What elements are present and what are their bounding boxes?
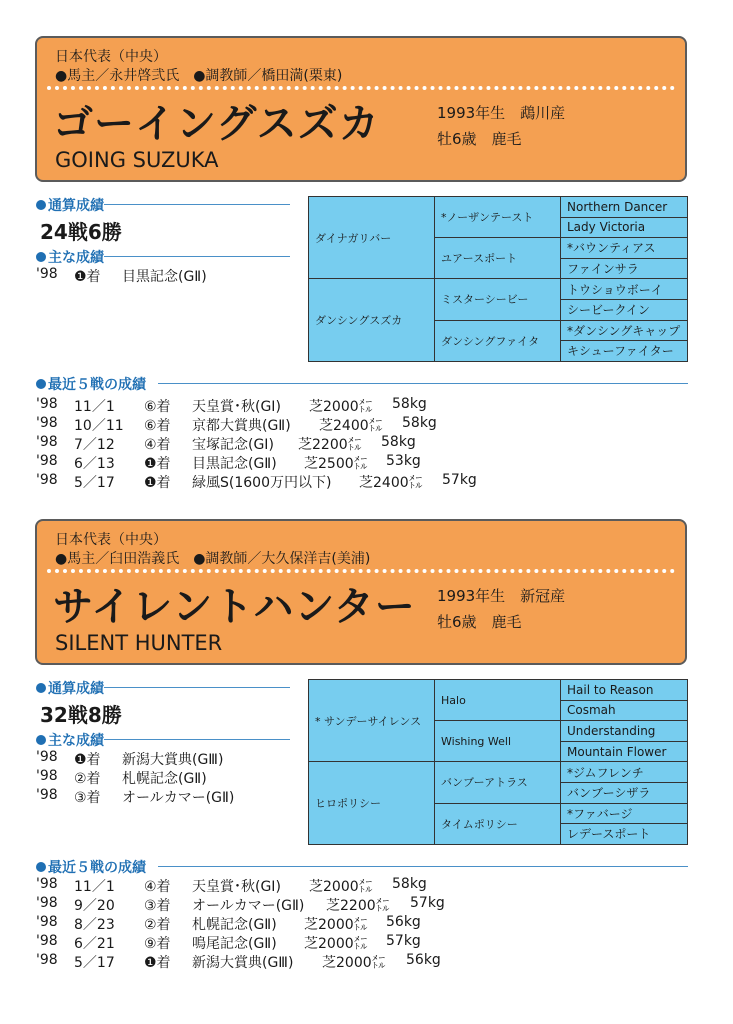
bullet-icon [36,252,46,262]
owner-trainer: ●馬主／永井啓弐氏 ●調教師／橋田満(栗東) [55,68,343,84]
pedigree-dam-sire: バンブーアトラス [435,762,561,803]
horse-birth: 1993年生 新冠産 [437,587,566,605]
major-results-heading: 主な成績 [36,247,104,267]
horse-tag: 日本代表（中央） [55,49,167,65]
pedigree-cell: *ジムフレンチ [561,762,688,783]
career-heading: 通算成績 [36,195,104,215]
pedigree-cell: Northern Dancer [561,197,688,218]
horse-name-jp: ゴーイングスズカ [53,101,380,147]
bullet-icon [36,735,46,745]
section-rule [104,256,290,257]
section-rule [158,383,688,384]
owner-trainer: ●馬主／臼田浩義氏 ●調教師／大久保洋吉(美浦) [55,551,371,567]
pedigree-cell: *バウンティアス [561,238,688,259]
major-results-heading: 主な成績 [36,730,104,750]
pedigree-cell: Hail to Reason [561,680,688,701]
pedigree-cell: Lady Victoria [561,217,688,238]
dotted-divider [47,86,675,90]
pedigree-sire: ダイナガリバー [309,197,435,279]
horse-name-en: GOING SUZUKA [55,148,219,172]
recent-results-heading: 最近５戦の成績 [36,857,146,877]
section-rule [158,866,688,867]
bullet-icon [36,862,46,872]
pedigree-cell: トウショウボーイ [561,279,688,300]
pedigree-cell: バンブーシザラ [561,782,688,803]
horse-age-color: 牡6歳 鹿毛 [437,130,522,148]
horse-profile-going-suzuka: 日本代表（中央） ●馬主／永井啓弐氏 ●調教師／橋田満(栗東) ゴーイングスズカ GOING SUZUKA 1993年生 鵡川産 牡6歳 鹿毛 通算成績 24戦6勝 主な成績 '98 ❶着 目黒記念(GⅡ) ダイナガリバー *ノーザンテースト Northern Dancer Lady Victoria ユアースポート *バウンティアス ファインサラ ダンシングスズカ ミスターシービー トウショウボーイ シービークイン ダンシングファイタ *ダンシングキャップ キシューファイター 最近５戦の成績 '98 11／1 ⑥着 天皇賞･秋(GⅠ) 芝2000㍍ 58kg '98 10／11 ⑥着 京都大賞典(GⅡ) 芝2400㍍ 58kg '98 7／12 ④着 宝塚記念(GⅠ) 芝2200㍍ 58kg '98 6／13 ❶着 目黒記念(GⅡ) 芝2500㍍ 53kg '98 5／17 ❶着 緑風S(1600万円以下) 芝2400㍍ 57kg [0,36,733,520]
career-record: 24戦6勝 [40,220,122,244]
pedigree-cell: Cosmah [561,700,688,721]
pedigree-dam-sire: ミスターシービー [435,279,561,320]
section-rule [104,739,290,740]
bullet-icon [36,200,46,210]
pedigree-sire: * サンデーサイレンス [309,680,435,762]
pedigree-dam: ダンシングスズカ [309,279,435,361]
recent-results-heading: 最近５戦の成績 [36,374,146,394]
pedigree-dam-dam: ダンシングファイタ [435,320,561,361]
pedigree-sire-sire: *ノーザンテースト [435,197,561,238]
horse-banner [35,519,687,665]
pedigree-sire-dam: Wishing Well [435,721,561,762]
horse-profile-silent-hunter: 日本代表（中央） ●馬主／臼田浩義氏 ●調教師／大久保洋吉(美浦) サイレントハンター SILENT HUNTER 1993年生 新冠産 牡6歳 鹿毛 通算成績 32戦8勝 主な成績 '98 ❶着 新潟大賞典(GⅢ) '98 ②着 札幌記念(GⅡ) '98 ③着 オールカマー(GⅡ) * サンデーサイレンス Halo Hail to Reason Cosmah Wishing Well Understanding Mountain Flower ヒロポリシー バンブーアトラス *ジムフレンチ バンブーシザラ タイムポリシー *ファバージ レデースポート 最近５戦の成績 '98 11／1 ④着 天皇賞･秋(GⅠ) 芝2000㍍ 58kg '98 9／20 ③着 オールカマー(GⅡ) 芝2200㍍ 57kg '98 8／23 ②着 札幌記念(GⅡ) 芝2000㍍ 56kg '98 6／21 ⑨着 鳴尾記念(GⅡ) 芝2000㍍ 57kg '98 5／17 ❶着 新潟大賞典(GⅢ) 芝2000㍍ 56kg [0,519,733,1003]
horse-tag: 日本代表（中央） [55,532,167,548]
pedigree-cell: シービークイン [561,299,688,320]
pedigree-cell: キシューファイター [561,341,688,362]
pedigree-dam-dam: タイムポリシー [435,803,561,844]
pedigree-cell: Understanding [561,721,688,742]
bullet-icon [36,379,46,389]
career-heading: 通算成績 [36,678,104,698]
pedigree-dam: ヒロポリシー [309,762,435,844]
pedigree-cell: レデースポート [561,824,688,845]
horse-name-en: SILENT HUNTER [55,631,223,655]
pedigree-table [308,196,688,362]
bullet-icon [36,683,46,693]
dotted-divider [47,569,675,573]
pedigree-sire-sire: Halo [435,680,561,721]
horse-banner [35,36,687,182]
horse-name-jp: サイレントハンター [53,584,416,630]
horse-age-color: 牡6歳 鹿毛 [437,613,522,631]
pedigree-cell: ファインサラ [561,258,688,279]
career-record: 32戦8勝 [40,703,122,727]
section-rule [104,687,290,688]
section-rule [104,204,290,205]
pedigree-cell: *ダンシングキャップ [561,320,688,341]
pedigree-cell: *ファバージ [561,803,688,824]
horse-birth: 1993年生 鵡川産 [437,104,566,122]
pedigree-sire-dam: ユアースポート [435,238,561,279]
pedigree-cell: Mountain Flower [561,741,688,762]
pedigree-table [308,679,688,845]
